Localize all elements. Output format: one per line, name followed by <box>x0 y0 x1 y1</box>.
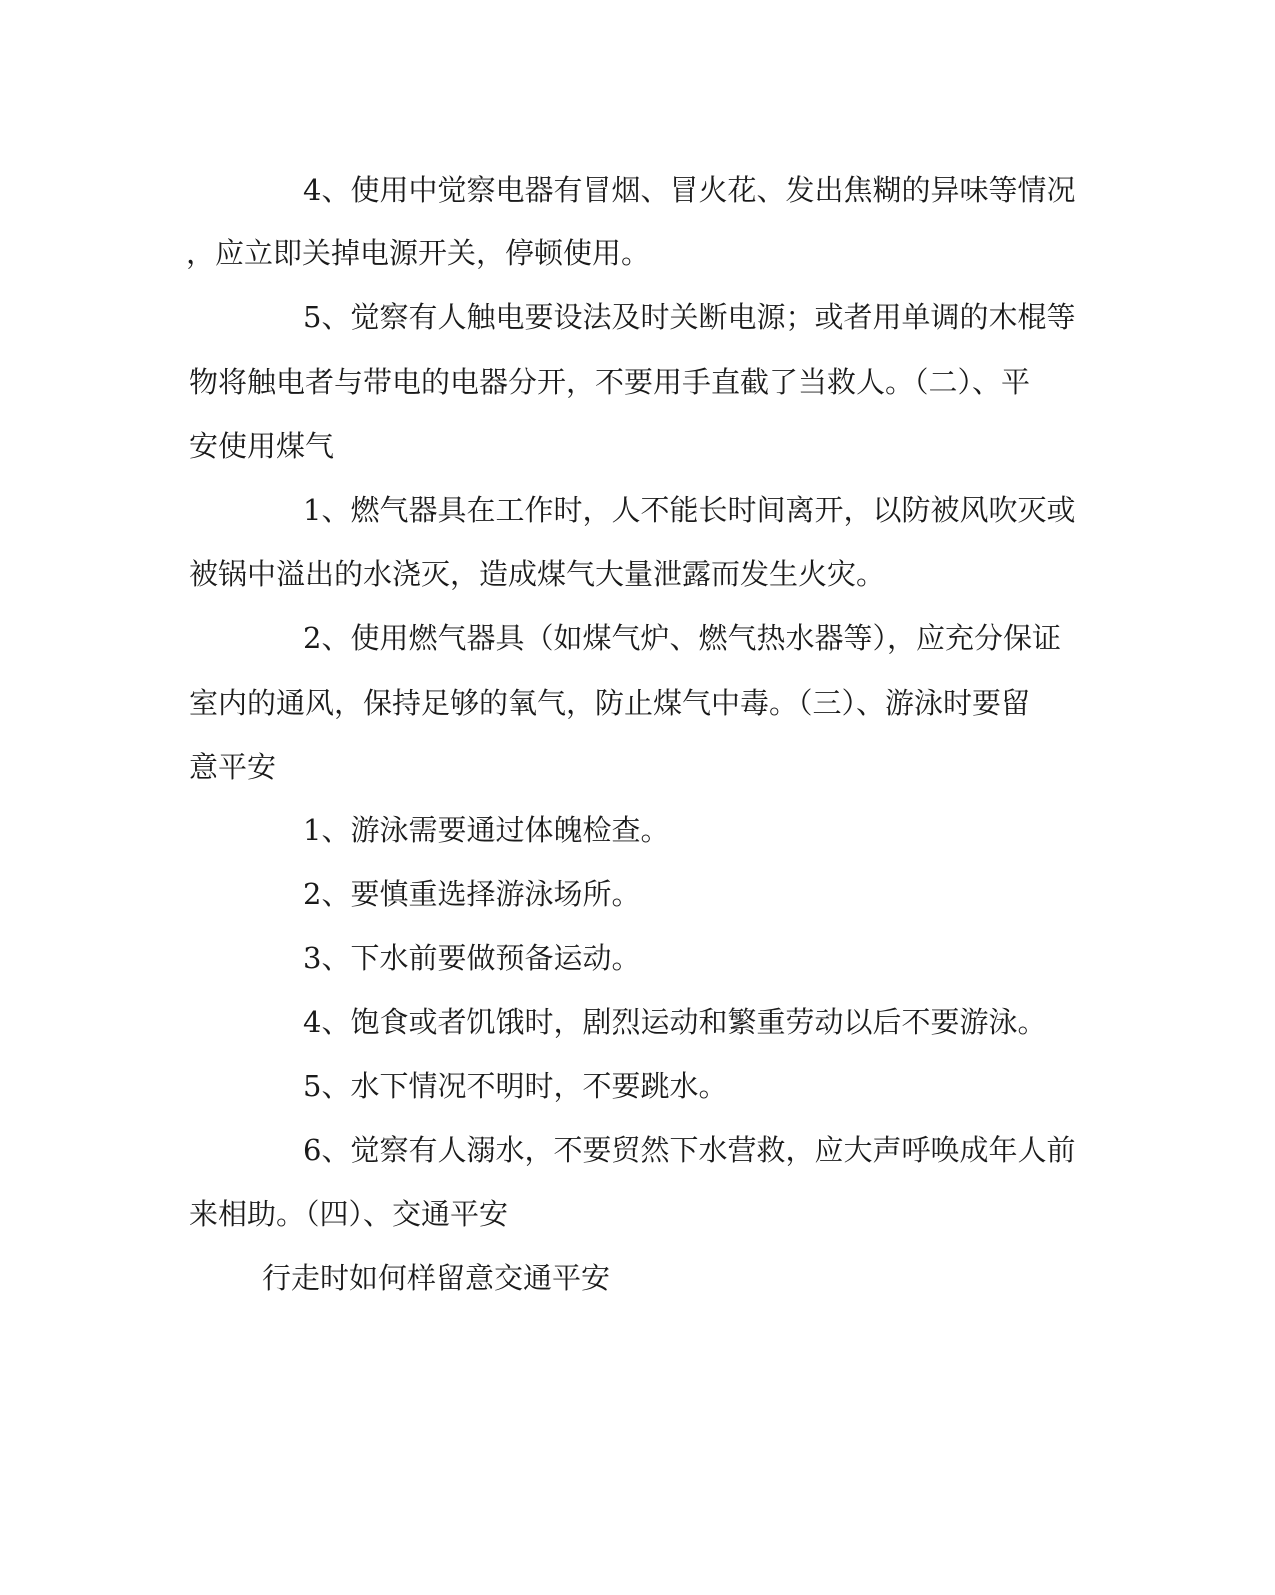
text-line: 6、觉察有人溺水，不要贸然下水营救，应大声呼唤成年人前 <box>303 1133 1076 1167</box>
text-line: 4、饱食或者饥饿时，剧烈运动和繁重劳动以后不要游泳。 <box>303 1005 1047 1039</box>
text-line: 物将触电者与带电的电器分开，不要用手直截了当救人。（二）、平 <box>189 365 1031 399</box>
text-line: 5、觉察有人触电要设法及时关断电源；或者用单调的木棍等 <box>303 300 1076 334</box>
text-line: 1、燃气器具在工作时，人不能长时间离开，以防被风吹灭或 <box>303 493 1076 527</box>
text-line: 被锅中溢出的水浇灭，造成煤气大量泄露而发生火灾。 <box>189 557 886 591</box>
text-line: 意平安 <box>189 750 277 784</box>
text-line: 1、游泳需要通过体魄检查。 <box>303 813 670 847</box>
text-line: 2、要慎重选择游泳场所。 <box>303 877 641 911</box>
text-line: 2、使用燃气器具（如煤气炉、燃气热水器等），应充分保证 <box>303 621 1061 655</box>
text-line: 4、使用中觉察电器有冒烟、冒火花、发出焦糊的异味等情况 <box>303 173 1076 207</box>
text-line: ，应立即关掉电源开关，停顿使用。 <box>186 236 651 270</box>
text-line: 安使用煤气 <box>189 429 335 463</box>
text-line: 行走时如何样留意交通平安 <box>262 1261 611 1295</box>
text-line: 3、下水前要做预备运动。 <box>303 941 641 975</box>
text-line: 来相助。（四）、交通平安 <box>189 1197 509 1231</box>
text-line: 室内的通风，保持足够的氧气，防止煤气中毒。（三）、游泳时要留 <box>189 686 1031 720</box>
text-line: 5、水下情况不明时，不要跳水。 <box>303 1069 728 1103</box>
